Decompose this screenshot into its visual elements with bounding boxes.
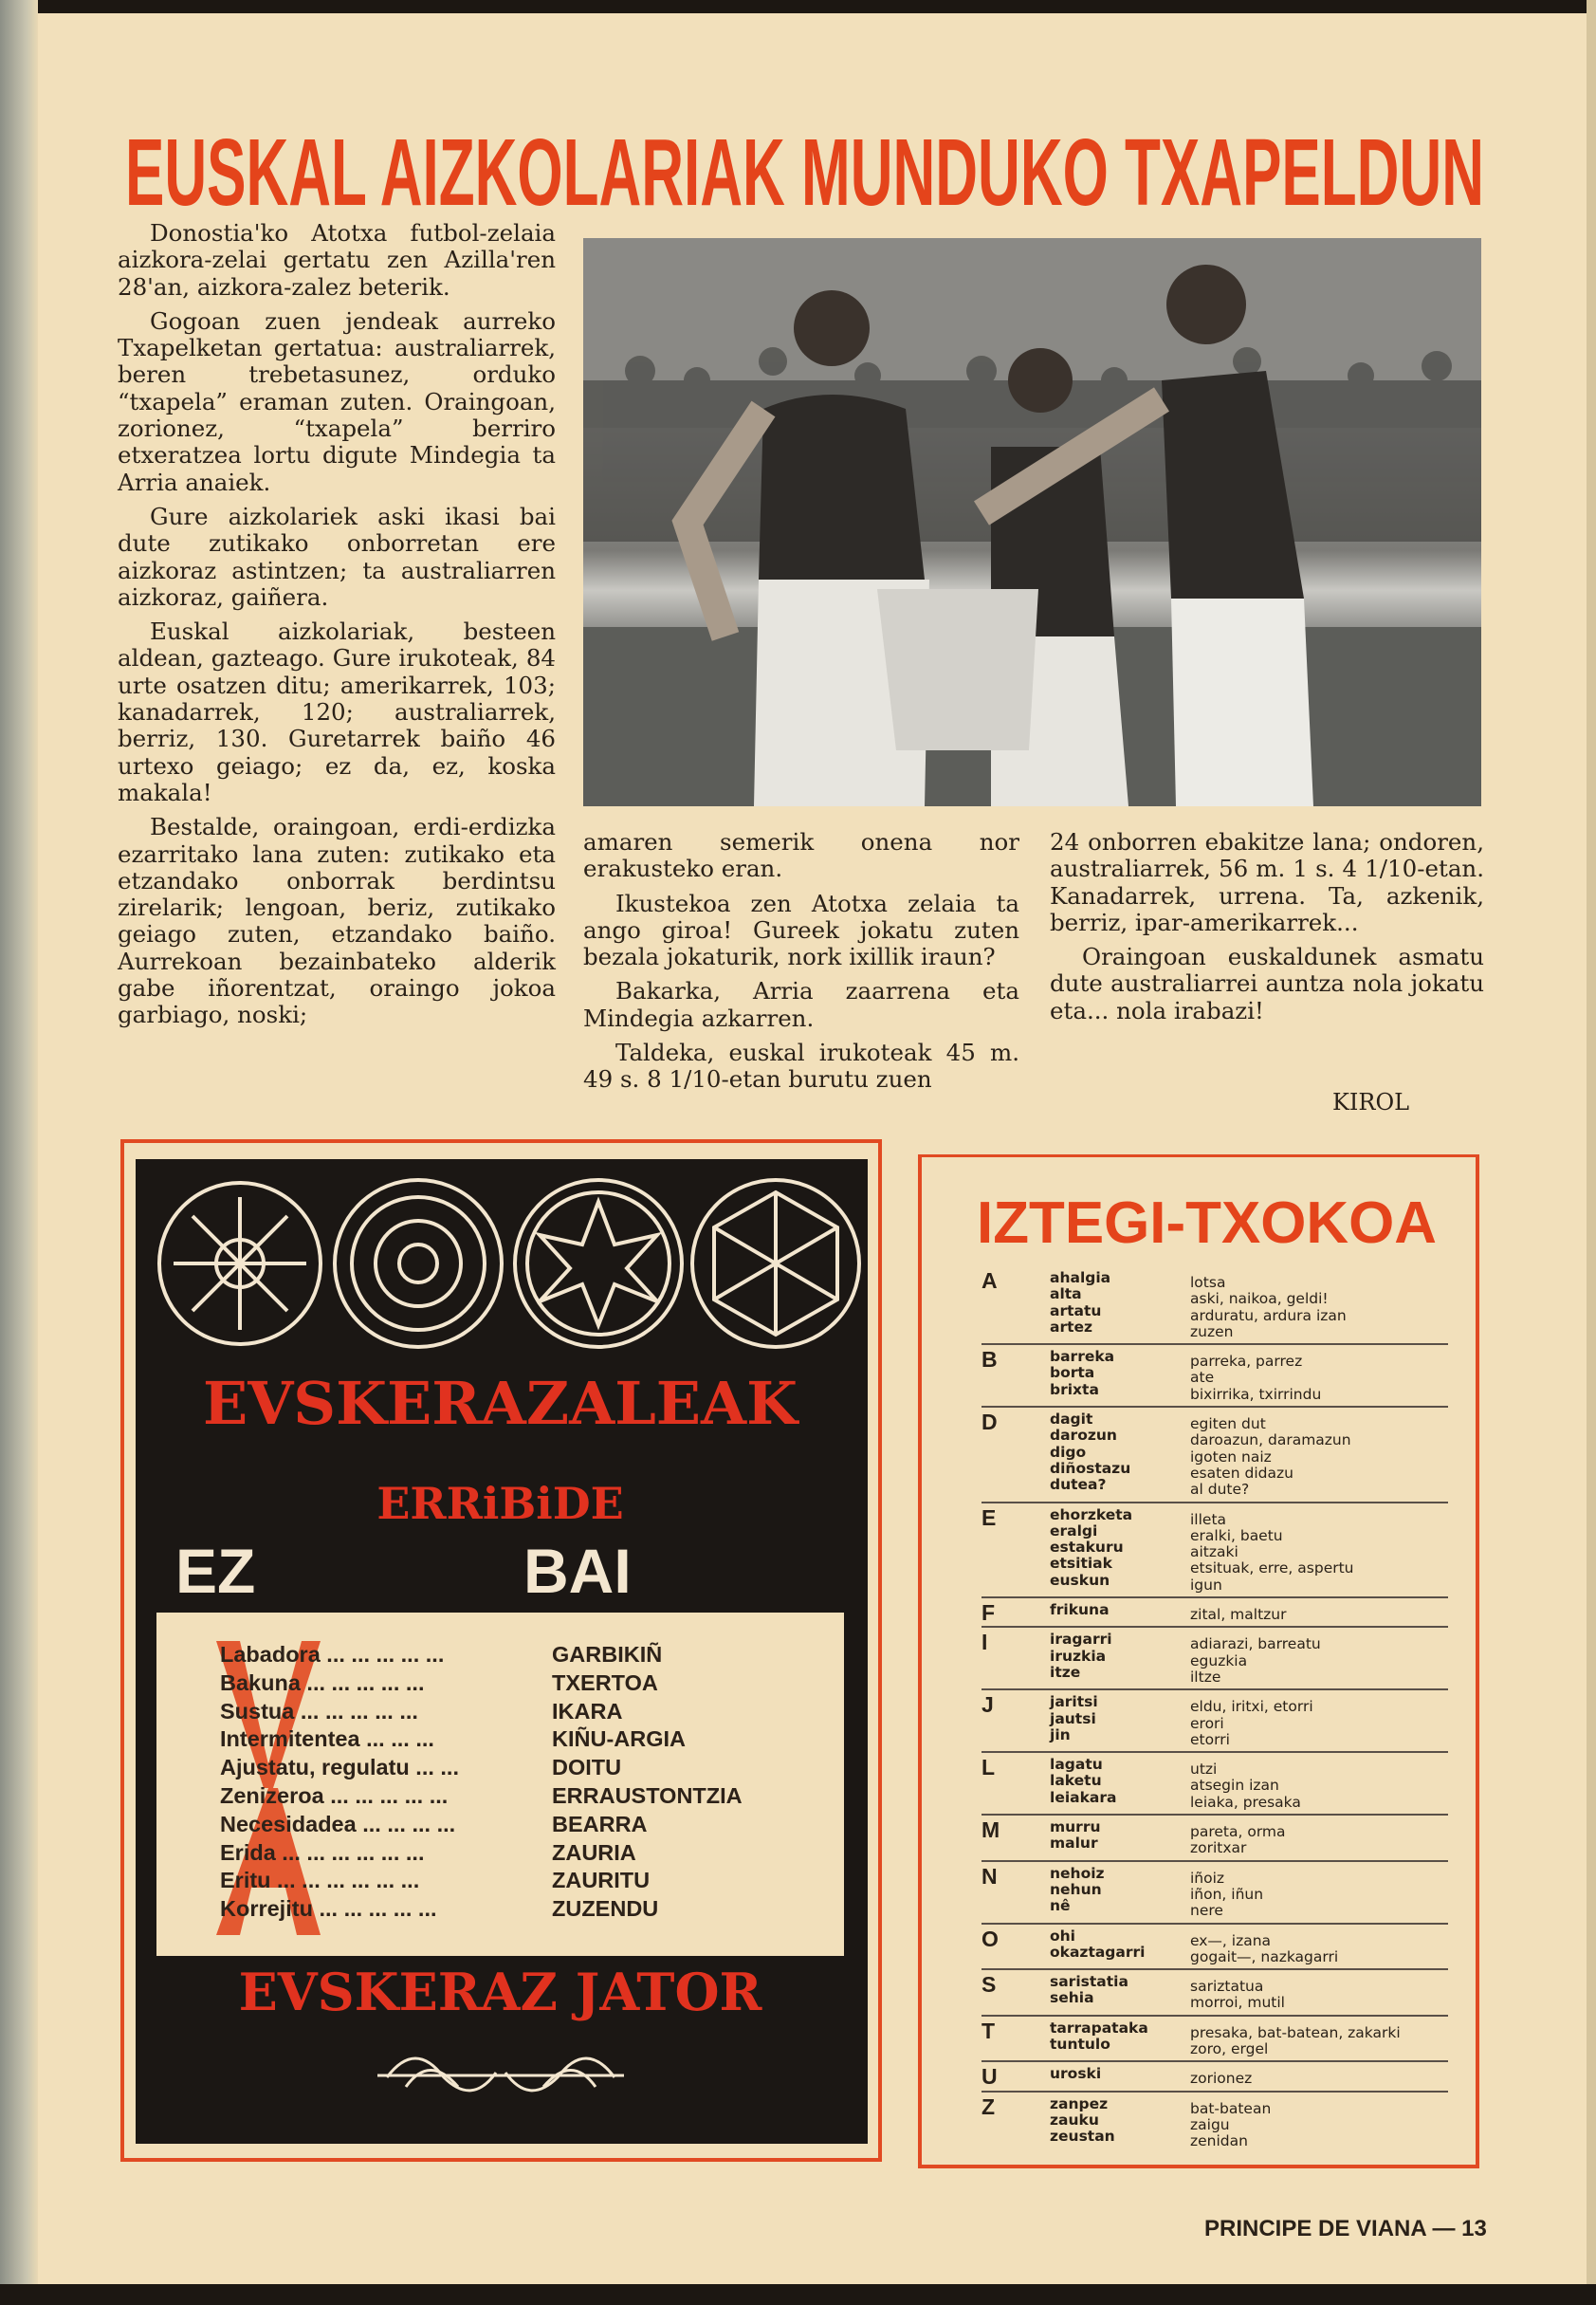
glossary-meaning: sariztatua (1190, 1978, 1264, 1996)
glossary-meaning: eralki, baetu (1190, 1526, 1283, 1544)
glossary-meaning: iñon, iñun (1190, 1885, 1264, 1903)
wrong-word: Zenizeroa ... ... ... ... ... (220, 1782, 449, 1808)
glossary-meanings (1190, 1928, 1448, 1966)
glossary-letter: I (981, 1630, 988, 1655)
glossary-words (1050, 2020, 1190, 2058)
article-title-block (125, 121, 1484, 216)
wrong-word: Erida ... ... ... ... ... ... (220, 1839, 425, 1865)
glossary-meanings (1190, 1694, 1448, 1748)
ad-word-row (220, 1725, 827, 1754)
glossary-section (981, 1628, 1448, 1690)
correct-word: DOITU (552, 1755, 622, 1780)
glossary-word: estakuru (1050, 1539, 1124, 1557)
glossary-letter: D (981, 1410, 998, 1435)
glossary-section (981, 1266, 1448, 1345)
glossary-word: ehorzketa (1050, 1505, 1133, 1523)
glossary-title-block (977, 1186, 1441, 1252)
ad-word-row (220, 1811, 827, 1839)
glossary-meaning: ex—, izana (1190, 1931, 1272, 1949)
glossary-word: alta (1050, 1285, 1082, 1303)
wrong-word: Intermitentea ... ... ... (220, 1726, 434, 1752)
glossary-word: borta (1050, 1364, 1095, 1382)
glossary-meaning: arduratu, ardura izan (1190, 1306, 1347, 1324)
glossary-word: dagit (1050, 1411, 1093, 1429)
article-column-2 (583, 829, 1019, 1101)
article-signature: KIROL (1332, 1089, 1410, 1116)
ad-word-row (220, 1669, 827, 1698)
glossary-meaning: zoritxar (1190, 1839, 1247, 1857)
glossary-meanings (1190, 1819, 1448, 1857)
ad-headline: EVSKERAZALEAK (202, 1369, 798, 1438)
glossary-section (981, 1862, 1448, 1925)
emblem-hexagon-icon (692, 1180, 859, 1347)
glossary-meaning: leiaka, presaka (1190, 1793, 1301, 1811)
wrong-word: Bakuna ... ... ... ... ... (220, 1669, 425, 1695)
glossary-letter: U (981, 2064, 998, 2090)
glossary-word: zanpez (1050, 2094, 1109, 2112)
glossary-meaning: atsegin izan (1190, 1777, 1279, 1795)
glossary-word: brixta (1050, 1380, 1099, 1398)
paragraph: Ikustekoa zen Atotxa zelaia ta ango giroa! Gureek jokatu zuten bezala jokaturik, nork ixillik iraun? (583, 889, 1019, 971)
axemen-photo (583, 238, 1481, 806)
glossary-word: eralgi (1050, 1521, 1098, 1540)
glossary-letter: T (981, 2018, 996, 2043)
glossary-meanings (1190, 1349, 1448, 1403)
glossary-meaning: utzi (1190, 1761, 1218, 1779)
glossary-meaning: ate (1190, 1369, 1215, 1387)
glossary-section (981, 1345, 1448, 1408)
glossary-meaning: parreka, parrez (1190, 1353, 1303, 1371)
paragraph: Donostia'ko Atotxa futbol-zelaia aizkora-zelai gertatu zen Azilla'ren 28'an, aizkora-zalez beterik. (118, 219, 556, 301)
glossary-words (1050, 1507, 1190, 1594)
glossary-word: laketu (1050, 1772, 1102, 1790)
glossary-letter: N (981, 1863, 998, 1889)
photo-illustration (583, 238, 1481, 806)
glossary-meaning: bat-batean (1190, 2099, 1272, 2117)
glossary-meaning: eldu, iritxi, etorri (1190, 1698, 1313, 1716)
glossary-meaning: zuzen (1190, 1322, 1234, 1340)
ad-word-row (220, 1782, 827, 1811)
glossary-words (1050, 1411, 1190, 1498)
paragraph: Bakarka, Arria zaarrena eta Mindegia azkarren. (583, 977, 1019, 1032)
glossary-section (981, 2062, 1448, 2092)
glossary-word: malur (1050, 1835, 1098, 1853)
paragraph: amaren semerik onena nor erakusteko eran. (583, 828, 1019, 883)
glossary-words (1050, 1757, 1190, 1811)
glossary-meaning: gogait—, nazkagarri (1190, 1947, 1339, 1965)
glossary-word: iruzkia (1050, 1647, 1107, 1665)
ad-word-row (220, 1895, 827, 1924)
glossary-words (1050, 1974, 1190, 2012)
wrong-word: Ajustatu, regulatu ... ... (220, 1755, 459, 1780)
glossary-word: jin (1050, 1725, 1071, 1743)
glossary-word: okaztagarri (1050, 1943, 1146, 1961)
glossary-word: nê (1050, 1897, 1071, 1915)
correct-word: ZAURITU (552, 1868, 651, 1893)
glossary-meaning: iñoiz (1190, 1869, 1225, 1887)
correct-word: ZAURIA (552, 1839, 636, 1865)
glossary-word: jautsi (1050, 1709, 1096, 1727)
glossary-word: iragarri (1050, 1631, 1112, 1649)
page-edge-right (1587, 0, 1596, 2305)
glossary-meaning: aski, naikoa, geldi! (1190, 1290, 1329, 1308)
glossary-letter: F (981, 1600, 996, 1626)
glossary-section (981, 1970, 1448, 2017)
wrong-word: Labadora ... ... ... ... ... (220, 1642, 445, 1667)
ad-wrong-label: EZ (175, 1536, 256, 1606)
article-column-1 (118, 220, 556, 1037)
glossary-meaning: bixirrika, txirrindu (1190, 1385, 1322, 1403)
glossary-word: sehia (1050, 1989, 1094, 2007)
page-edge-top (0, 0, 1596, 13)
ad-subheadline: ERRiBiDE (376, 1478, 624, 1529)
glossary-word: tuntulo (1050, 2035, 1110, 2053)
wrong-word: Korrejitu ... ... ... ... ... (220, 1896, 437, 1922)
glossary-meaning: presaka, bat-batean, zakarki (1190, 2023, 1401, 2041)
paragraph: Gure aizkolariek aski ikasi bai dute zutikako onborretan ere aizkoraz astintzen; ta australiarren aizkoraz, gaiñera. (118, 502, 556, 611)
glossary-word: frikuna (1050, 1601, 1110, 1619)
glossary-word: itze (1050, 1663, 1081, 1681)
page-footer: PRINCIPE DE VIANA — 13 (1204, 2216, 1487, 2241)
glossary-word: ahalgia (1050, 1269, 1111, 1286)
glossary-word: lagatu (1050, 1756, 1103, 1774)
glossary-letter: Z (981, 2093, 996, 2119)
glossary-meanings (1190, 1270, 1448, 1340)
glossary-word: artatu (1050, 1301, 1102, 1319)
glossary-word: uroski (1050, 2065, 1102, 2083)
glossary-meaning: igoten naiz (1190, 1448, 1272, 1466)
emblem-star-icon (515, 1180, 682, 1347)
glossary-meanings (1190, 1632, 1448, 1686)
page-edge-bottom (0, 2284, 1596, 2305)
glossary-meanings (1190, 2020, 1448, 2058)
glossary-section (981, 2093, 1448, 2153)
glossary-meaning: al dute? (1190, 1481, 1250, 1499)
emblem-wheel-icon (159, 1183, 321, 1344)
glossary-section (981, 1753, 1448, 1816)
glossary-section (981, 1690, 1448, 1753)
glossary-meaning: esaten didazu (1190, 1464, 1293, 1482)
glossary-letter: S (981, 1972, 997, 1998)
emblem-swirl-icon (335, 1180, 502, 1347)
glossary-meaning: etsituak, erre, aspertu (1190, 1559, 1354, 1577)
page-edge-left (0, 0, 38, 2305)
glossary-word: darozun (1050, 1427, 1117, 1445)
ad-right-label: BAI (523, 1536, 632, 1606)
glossary-section (981, 1503, 1448, 1598)
glossary-word: nehun (1050, 1880, 1102, 1898)
correct-word: ERRAUSTONTZIA (552, 1782, 743, 1808)
wrong-word: Necesidadea ... ... ... ... (220, 1811, 456, 1836)
glossary-meaning: zaigu (1190, 2115, 1230, 2133)
glossary-meaning: zorionez (1190, 2070, 1253, 2088)
wrong-word: Sustua ... ... ... ... ... (220, 1698, 418, 1724)
glossary-meanings (1190, 2096, 1448, 2150)
glossary-word: tarrapataka (1050, 2019, 1148, 2037)
glossary-meanings (1190, 1602, 1448, 1623)
correct-word: IKARA (552, 1698, 623, 1724)
correct-word: GARBIKIÑ (552, 1642, 663, 1667)
glossary-words (1050, 1928, 1190, 1966)
glossary-meaning: illeta (1190, 1510, 1227, 1528)
paragraph: Euskal aizkolariak, besteen aldean, gazteago. Gure irukoteak, 84 urte osatzen ditu; amerikarrek, 103; kanadarrek, 120; australiarrek, berriz, 130. Guretarrek baiño 46 urtexo geiago; ez da, ez, koska makala! (118, 618, 556, 806)
glossary-letter: L (981, 1755, 996, 1780)
glossary-section (981, 2017, 1448, 2063)
glossary-meaning: etorri (1190, 1730, 1230, 1748)
glossary-meaning: zital, maltzur (1190, 1606, 1287, 1624)
ad-word-row (220, 1754, 827, 1782)
glossary-words (1050, 1694, 1190, 1748)
glossary-word: saristatia (1050, 1973, 1128, 1991)
glossary-section (981, 1816, 1448, 1862)
glossary-letter: A (981, 1268, 998, 1293)
glossary-section (981, 1408, 1448, 1503)
glossary-word: etsitiak (1050, 1555, 1112, 1573)
glossary-words (1050, 1632, 1190, 1686)
glossary-meaning: lotsa (1190, 1274, 1226, 1291)
ad-word-list (220, 1641, 827, 1924)
glossary-letter: B (981, 1347, 998, 1373)
glossary-words (1050, 1602, 1190, 1623)
glossary-word: artez (1050, 1318, 1093, 1336)
glossary-meaning: nere (1190, 1902, 1223, 1920)
glossary-meaning: daroazun, daramazun (1190, 1431, 1351, 1449)
glossary-meaning: erori (1190, 1714, 1224, 1732)
glossary-title: IZTEGI-TXOKOA (977, 1190, 1437, 1252)
article-title: EUSKAL AIZKOLARIAK MUNDUKO TXAPELDUN (125, 121, 1484, 216)
glossary-word: jaritsi (1050, 1693, 1098, 1711)
glossary-word: diñostazu (1050, 1459, 1131, 1477)
ad-word-row (220, 1641, 827, 1669)
glossary-letter: O (981, 1926, 999, 1951)
glossary-meaning: zoro, ergel (1190, 2039, 1269, 2057)
glossary-word: zauku (1050, 2111, 1099, 2129)
glossary-meaning: aitzaki (1190, 1543, 1238, 1561)
ad-word-row (220, 1698, 827, 1726)
glossary-letter: J (981, 1692, 994, 1718)
glossary-letter: E (981, 1504, 997, 1530)
correct-word: ZUZENDU (552, 1896, 659, 1922)
ad-footer-slogan: EVSKERAZ JATOR (238, 1962, 762, 2022)
glossary-word: nehoiz (1050, 1864, 1105, 1882)
correct-word: BEARRA (552, 1811, 648, 1836)
glossary-word: leiakara (1050, 1788, 1117, 1806)
glossary-meanings (1190, 2066, 1448, 2087)
glossary-table (981, 1266, 1448, 2152)
glossary-meaning: adiarazi, barreatu (1190, 1635, 1321, 1653)
paragraph: Gogoan zuen jendeak aurreko Txapelketan gertatua: australiarrek, beren trebetasunez, orduko “txapela” eraman zuten. Oraingoan, zorionez, “txapela” berriro etxeratzea lortu digute Mindegia ta Arria anaiek. (118, 306, 556, 496)
glossary-meanings (1190, 1866, 1448, 1920)
glossary-word: ohi (1050, 1927, 1075, 1945)
glossary-word: euskun (1050, 1571, 1110, 1589)
ad-word-row (220, 1867, 827, 1895)
correct-word: TXERTOA (552, 1669, 658, 1695)
glossary-words (1050, 1866, 1190, 1920)
glossary-section (981, 1598, 1448, 1628)
glossary-meanings (1190, 1507, 1448, 1594)
paragraph: 24 onborren ebakitze lana; ondoren, australiarrek, 56 m. 1 s. 4 1/10-etan. Kanadarrek, urrena. Ta, azkenik, berriz, ipar-amerikarrek... (1050, 828, 1484, 936)
glossary-word: dutea? (1050, 1476, 1107, 1494)
glossary-meaning: iltze (1190, 1668, 1221, 1686)
correct-word: KIÑU-ARGIA (552, 1726, 686, 1752)
ad-emblems (136, 1178, 868, 1349)
glossary-meaning: pareta, orma (1190, 1823, 1286, 1841)
glossary-word: barreka (1050, 1348, 1115, 1366)
glossary-meaning: zenidan (1190, 2132, 1248, 2150)
glossary-meaning: igun (1190, 1576, 1222, 1594)
paragraph: Oraingoan euskaldunek asmatu dute australiarrei auntza nola jokatu eta... nola irabazi! (1050, 943, 1484, 1024)
ad-word-row (220, 1839, 827, 1868)
article-column-3 (1050, 829, 1484, 1032)
paragraph: Bestalde, oraingoan, erdi-erdizka ezarritako lana zuten: zutikako eta etzandako onborrak berdintsu zirelarik; lengoan, beriz, zutikako geiago zuten, etzandako baiño. Aurrekoan bezainbateko alderik gabe iñorentzat, oraingo jokoa garbiago, noski; (118, 813, 556, 1029)
glossary-meanings (1190, 1757, 1448, 1811)
glossary-word: digo (1050, 1443, 1087, 1461)
glossary-word: zeustan (1050, 2128, 1115, 2146)
glossary-words (1050, 1270, 1190, 1340)
glossary-meaning: eguzkia (1190, 1651, 1248, 1669)
wrong-word: Eritu ... ... ... ... ... ... (220, 1868, 420, 1893)
glossary-meaning: morroi, mutil (1190, 1994, 1285, 2012)
glossary-section (981, 1925, 1448, 1971)
glossary-word: murru (1050, 1818, 1101, 1836)
glossary-words (1050, 1349, 1190, 1403)
glossary-meaning: egiten dut (1190, 1415, 1266, 1433)
glossary-words (1050, 1819, 1190, 1857)
ad-ornament-icon (377, 2039, 624, 2106)
glossary-letter: M (981, 1817, 1000, 1843)
glossary-words (1050, 2066, 1190, 2087)
glossary-meanings (1190, 1411, 1448, 1498)
paragraph: Taldeka, euskal irukoteak 45 m. 49 s. 8 1/10-etan burutu zuen (583, 1039, 1019, 1094)
glossary-meanings (1190, 1974, 1448, 2012)
glossary-words (1050, 2096, 1190, 2150)
